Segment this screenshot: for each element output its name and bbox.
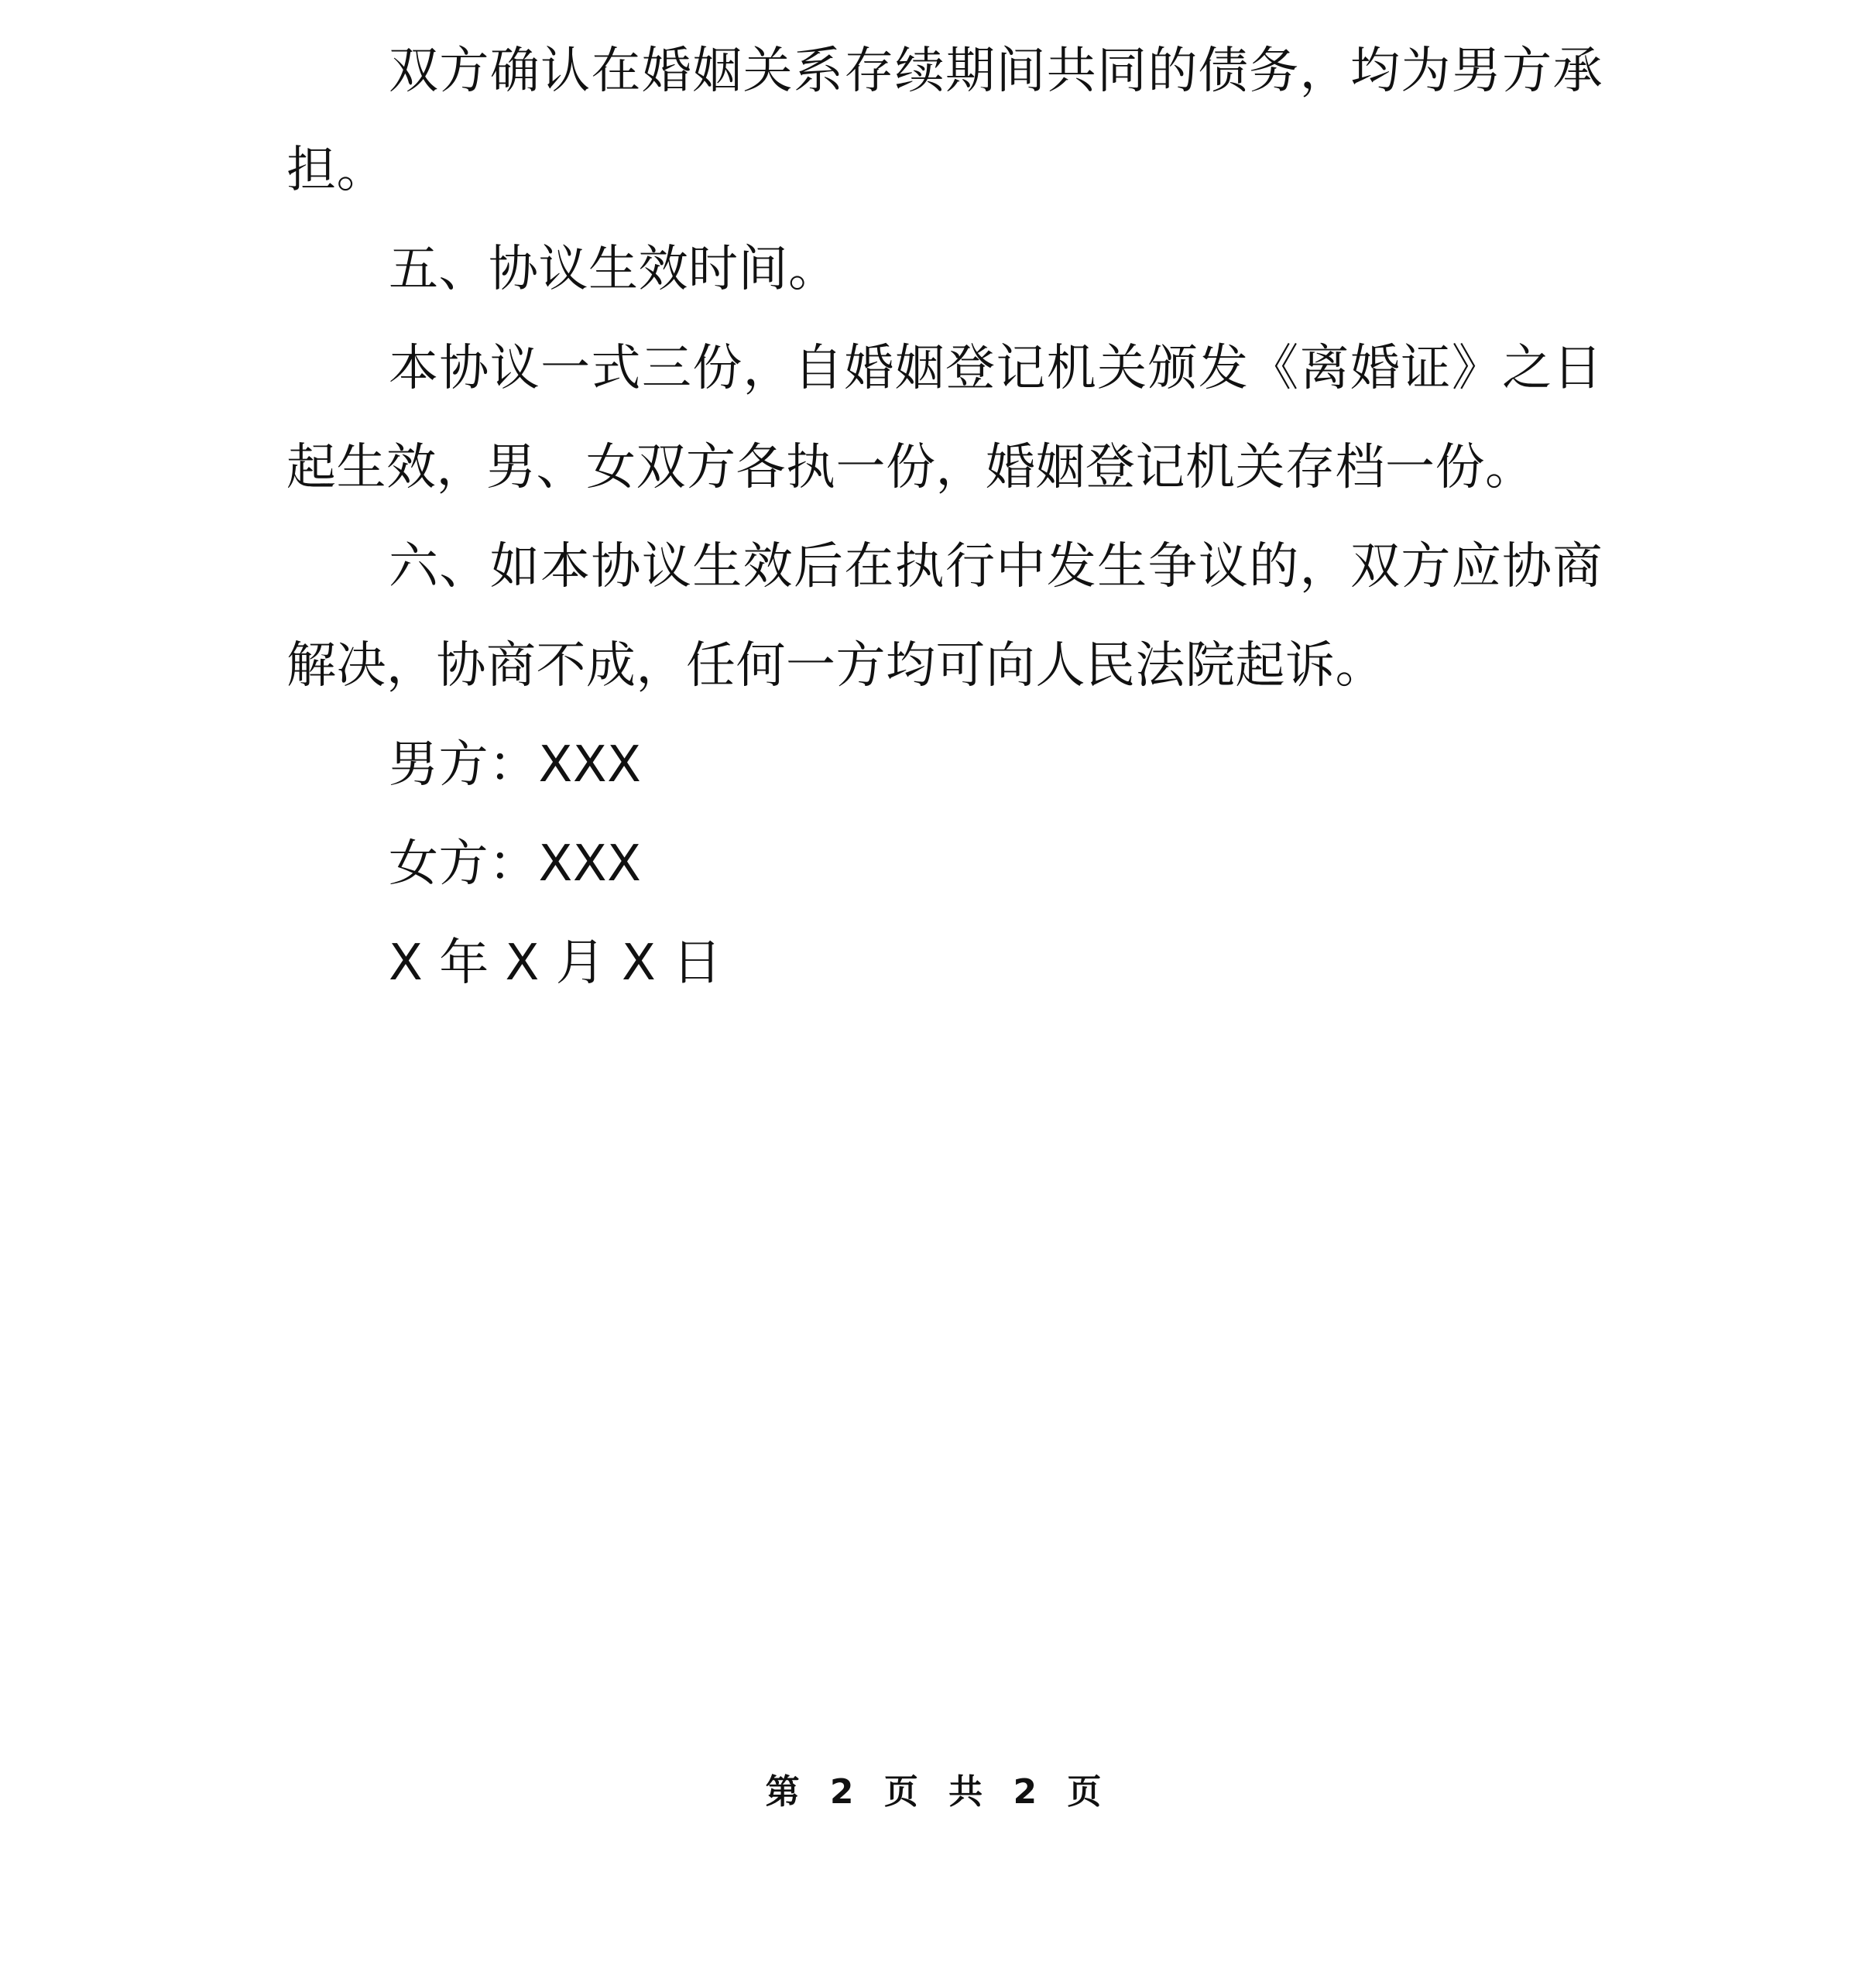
page-number-footer: 第 2 页 共 2 页 [765, 1772, 1111, 1812]
paragraph-dispute-clause: 六、如本协议生效后在执行中发生争议的，双方应协商解决，协商不成，任何一方均可向人民法院起诉。 [286, 538, 1603, 694]
paragraph-copies-clause: 本协议一式三份，自婚姻登记机关颁发《离婚证》之日起生效，男、女双方各执一份，婚姻登记机关存档一份。 [286, 340, 1603, 496]
signature-female: 女方：XXX [389, 835, 642, 893]
document-body [286, 22, 1603, 1013]
signature-date: X 年 X 月 X 日 [389, 934, 722, 992]
signature-male: 男方：XXX [389, 736, 642, 794]
heading-effective-time: 五、协议生效时间。 [389, 241, 839, 298]
paragraph-debt-clause: 双方确认在婚姻关系存续期间共同的债务，均为男方承担。 [286, 43, 1603, 199]
